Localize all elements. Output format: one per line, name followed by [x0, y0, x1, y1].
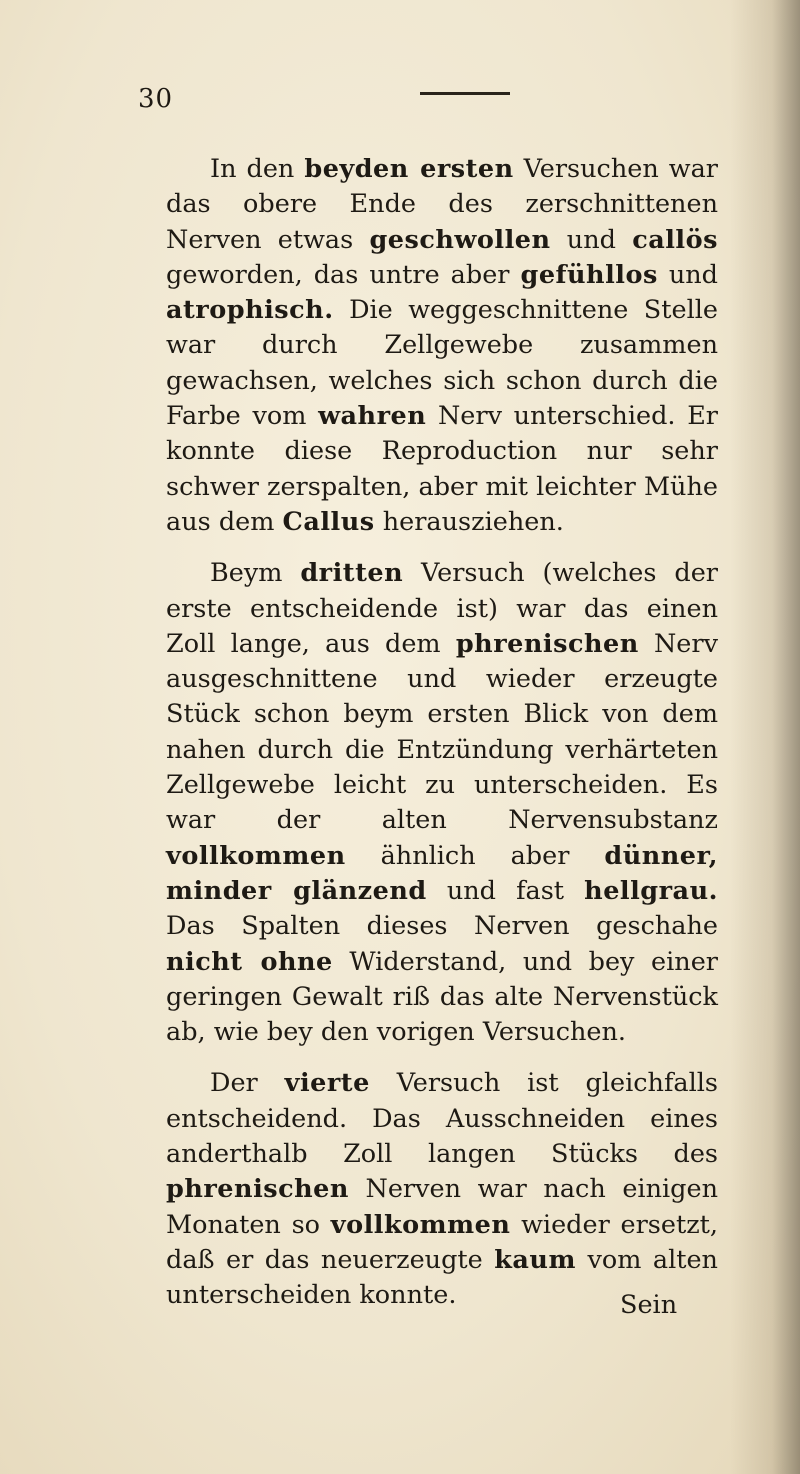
emphasized-text: hellgrau. — [584, 875, 718, 906]
text-run: Der — [210, 1068, 285, 1099]
text-run: Nerv ausgeschnittene und wieder erzeugte Stück schon beym ersten Blick von dem nahen durch die Entzündung verhärteten Zellgewebe leicht zu unterscheiden. Es war der alten Nervensubstanz — [166, 628, 718, 836]
emphasized-text: geschwollen — [369, 224, 551, 255]
text-run: und fast — [426, 875, 585, 906]
paragraph — [166, 1066, 718, 1313]
text-run: Beym — [210, 558, 301, 589]
text-run: Versuchen war das obere Ende des zerschnittenen Nerven etwas — [166, 154, 718, 255]
paragraph — [166, 152, 718, 540]
emphasized-text: vollkommen — [330, 1209, 511, 1240]
emphasized-text: vierte — [284, 1068, 370, 1099]
text-run: Nerv unterschied. Er konnte diese Reproduction nur sehr schwer zerspalten, aber mit leichter Mühe aus dem — [166, 401, 718, 537]
emphasized-text: vollkommen — [166, 840, 346, 871]
page-number: 30 — [138, 84, 174, 114]
emphasized-text: phrenischen — [166, 1174, 349, 1205]
emphasized-text: gefühllos — [520, 259, 658, 290]
emphasized-text: beyden ersten — [304, 154, 514, 184]
text-run: und — [657, 259, 718, 290]
text-run: Das Spalten dieses Nerven geschahe — [166, 911, 718, 942]
header-rule — [420, 92, 510, 95]
text-run: geworden, das untre aber — [166, 259, 521, 290]
body-text — [166, 152, 718, 1314]
emphasized-text: dritten — [300, 558, 404, 589]
text-run: wieder ersetzt, daß er das neuerzeugte — [166, 1209, 718, 1275]
text-run: In den — [210, 154, 305, 184]
emphasized-text: atrophisch. — [166, 295, 334, 326]
text-run: Versuch (welches der erste entscheidende ist) war das einen Zoll lange, aus dem — [166, 558, 718, 659]
text-run: Widerstand, und bey einer geringen Gewalt riß das alte Nervenstück ab, wie bey den vorigen Versuchen. — [166, 946, 719, 1048]
emphasized-text: kaum — [494, 1244, 576, 1275]
text-run: ähnlich aber — [345, 840, 605, 871]
text-run: Nerven war nach einigen Monaten so — [166, 1174, 718, 1240]
emphasized-text: Callus — [282, 506, 375, 537]
text-run: Die weggeschnittene Stelle war durch Zellgewebe zusammen gewachsen, welches sich schon durch die Farbe vom — [166, 295, 718, 432]
emphasized-text: dünner, minder glänzend — [166, 840, 718, 906]
page-spine-shadow — [730, 0, 800, 1474]
emphasized-text: wahren — [318, 401, 427, 432]
emphasized-text: callös — [632, 224, 718, 255]
text-run: herausziehen. — [374, 506, 564, 537]
text-run: Versuch ist gleichfalls entscheidend. Das Ausschneiden eines anderthalb Zoll langen Stücks des — [166, 1068, 718, 1170]
text-run: vom alten unterscheiden konnte. — [166, 1244, 718, 1311]
emphasized-text: phrenischen — [455, 628, 639, 659]
text-run: und — [550, 224, 633, 255]
catchword: Sein — [620, 1290, 678, 1320]
paragraph — [166, 556, 718, 1050]
emphasized-text: nicht ohne — [166, 946, 333, 977]
